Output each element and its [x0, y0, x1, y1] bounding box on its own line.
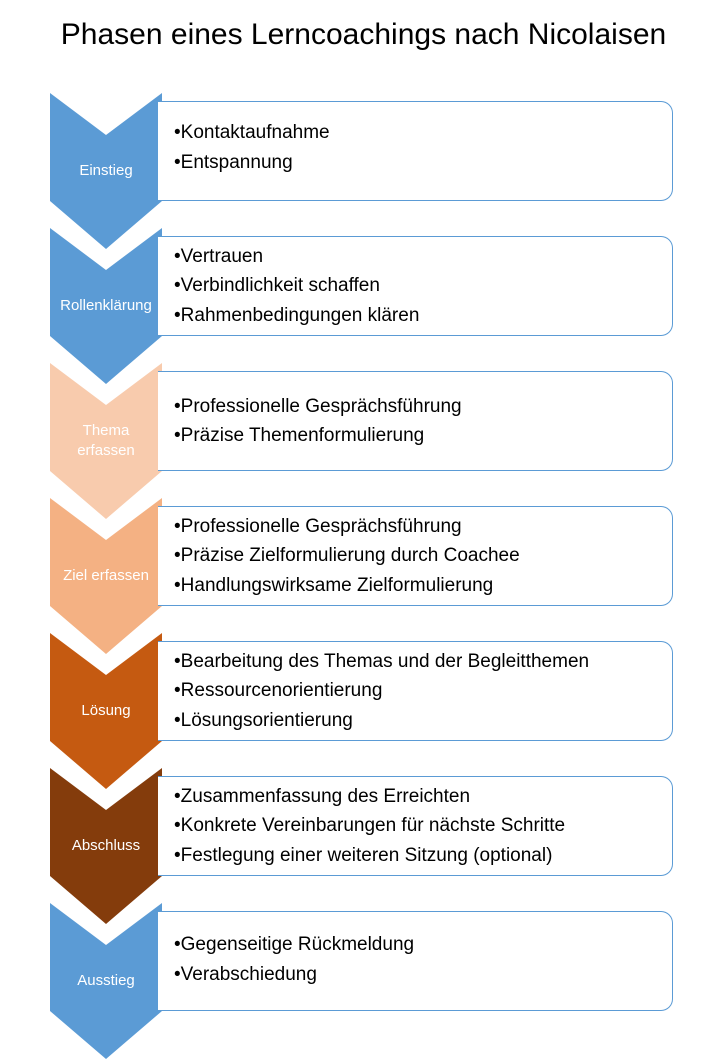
phase-bullet-item: • Vertrauen [174, 242, 419, 272]
phase-content-box [158, 641, 673, 741]
phase-label: Lösung [81, 702, 131, 719]
phase-7 [0, 903, 727, 1063]
phase-content-box [158, 506, 673, 606]
phase-bullet-item: • Bearbeitung des Themas und der Begleitthemen [174, 647, 589, 677]
phase-label: Einstieg [79, 162, 133, 179]
phase-label: Abschluss [71, 837, 141, 854]
phase-bullet-item: • Handlungswirksame Zielformulierung [174, 571, 520, 601]
phase-bullet-item: • Verabschiedung [174, 960, 414, 990]
phase-bullet-list [174, 647, 589, 736]
phase-bullet-list [174, 512, 520, 601]
phase-label: Ausstieg [77, 972, 135, 989]
phase-content-box [158, 101, 673, 201]
phase-bullet-item: • Präzise Zielformulierung durch Coachee [174, 541, 520, 571]
phase-content-box [158, 236, 673, 336]
phase-content-box [158, 776, 673, 876]
phase-bullet-list [174, 242, 419, 331]
phase-bullet-item: • Verbindlichkeit schaffen [174, 271, 419, 301]
phase-bullet-item: • Professionelle Gesprächsführung [174, 392, 462, 422]
phase-content-box [158, 371, 673, 471]
phase-bullet-item: • Rahmenbedingungen klären [174, 301, 419, 331]
phase-bullet-item: • Entspannung [174, 148, 330, 178]
phase-bullet-list [174, 392, 462, 451]
phase-bullet-list [174, 782, 565, 871]
phase-bullet-item: • Gegenseitige Rückmeldung [174, 930, 414, 960]
phase-bullet-item: • Kontaktaufnahme [174, 118, 330, 148]
phase-bullet-item: • Professionelle Gesprächsführung [174, 512, 520, 542]
phase-bullet-list [174, 930, 414, 989]
phase-bullet-item: • Zusammenfassung des Erreichten [174, 782, 565, 812]
phase-bullet-item: • Ressourcenorientierung [174, 676, 589, 706]
phase-content-box [158, 911, 673, 1011]
phase-label: Ziel erfassen [63, 567, 149, 584]
phase-bullet-item: • Lösungsorientierung [174, 706, 589, 736]
phase-bullet-item: • Festlegung einer weiteren Sitzung (optional) [174, 841, 565, 871]
diagram-title: Phasen eines Lerncoachings nach Nicolaisen [60, 18, 667, 51]
phase-label: Rollenklärung [60, 297, 152, 314]
phase-label: Thema erfassen [77, 422, 135, 459]
phase-bullet-list [174, 118, 330, 177]
phase-bullet-item: • Konkrete Vereinbarungen für nächste Schritte [174, 811, 565, 841]
phase-bullet-item: • Präzise Themenformulierung [174, 421, 462, 451]
